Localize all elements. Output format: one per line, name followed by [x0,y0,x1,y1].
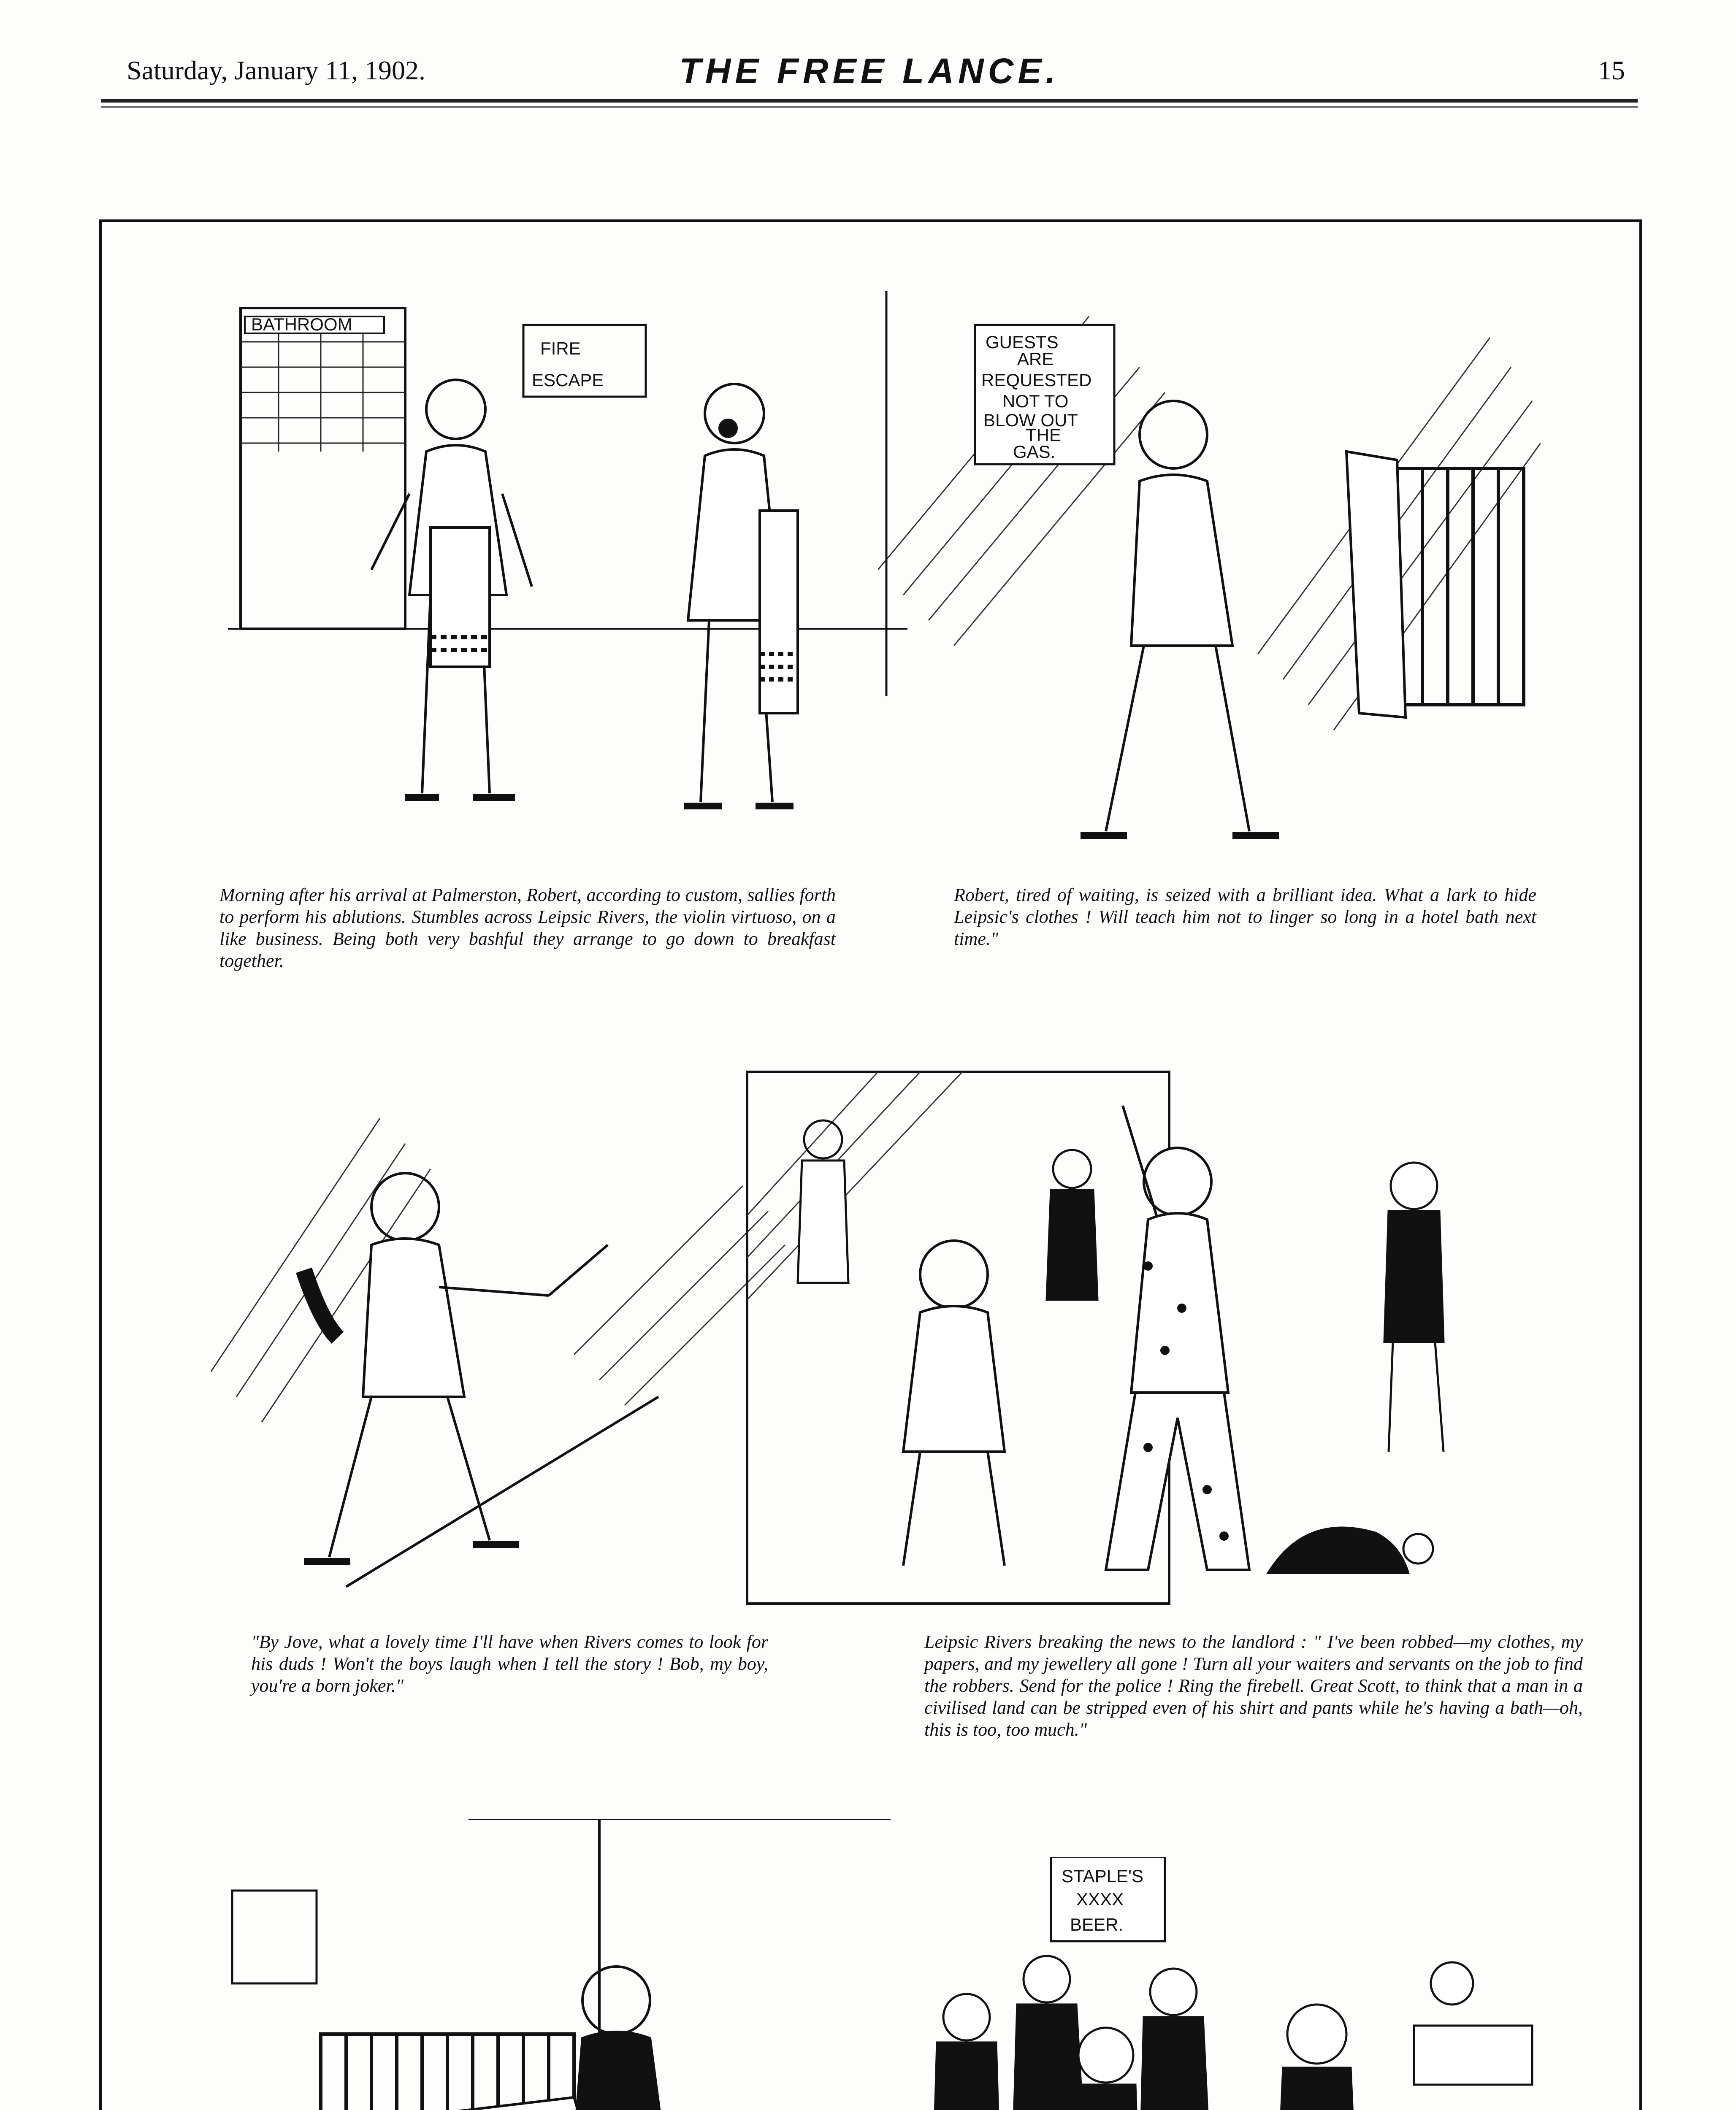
header-rule [101,99,1638,103]
guests-sign-line-5: BLOW OUT [983,410,1078,430]
panel-6-illustration [869,1857,1541,2110]
cartoon-panel-4 [743,1047,1528,1608]
fire-sign: FIRE [540,338,581,358]
guests-sign-line-4: NOT TO [1002,391,1069,411]
page-number: 15 [1598,55,1625,85]
page-header [101,46,1638,93]
panel-4-illustration [743,1047,1528,1608]
cartoon-panel-1 [228,274,907,861]
beer-sign-line-1: STAPLE'S [1062,1866,1143,1886]
cartoon-panel-6 [869,1857,1541,2110]
masthead: THE FREE LANCE. [679,51,1060,91]
cartoon-panel-3 [194,1101,794,1608]
caption-panel-2: Robert, tired of waiting, is seized with a brilliant idea. What a lark to hide Leipsic's clothes ! Will teach him not to linger so long in a hotel bath next time." [954,885,1536,949]
bathroom-sign: BATHROOM [251,314,352,334]
escape-sign: ESCAPE [532,370,604,390]
panel-5-illustration [215,1819,907,2110]
panel-1-illustration [228,274,907,861]
guests-sign-line-3: REQUESTED [981,370,1092,390]
guests-sign-line-2: ARE [1017,349,1054,369]
caption-panel-4: Leipsic Rivers breaking the news to the landlord : " I've been robbed—my clothes, my papers, and my jewellery all gone ! Turn all your waiters and servants on the job to find the robbers. Send for the police ! Ring the firebell. Great Scott, to think that a man in a civilised land can be stripped even of his shirt and pants while he's having a bath—oh, this is too, too much." [924,1631,1583,1740]
issue-date: Saturday, January 11, 1902. [127,55,425,85]
guests-sign-line-6: THE [1026,425,1061,445]
caption-panel-3: "By Jove, what a lovely time I'll have when Rivers comes to look for his duds ! Won't the boys laugh when I tell the story ! Bob, my boy, you're a born joker." [251,1631,768,1696]
guests-sign-line-7: GAS. [1013,442,1056,462]
beer-sign-line-3: BEER. [1070,1915,1124,1934]
panel-3-illustration [194,1101,794,1608]
header-rule-thin [101,106,1638,108]
beer-sign-line-2: XXXX [1076,1889,1124,1909]
cartoon-panel-5 [215,1819,907,2110]
panel-2-illustration [878,274,1541,861]
cartoon-panel-2 [878,274,1541,861]
caption-panel-1: Morning after his arrival at Palmerston, Robert, according to custom, sallies forth to perform his ablutions. Stumbles across Leipsic Rivers, the violin virtuoso, on a like business. Being both very bashful they arrange to go down to breakfast together. [219,885,836,971]
guests-sign-line-1: GUESTS [986,332,1059,352]
